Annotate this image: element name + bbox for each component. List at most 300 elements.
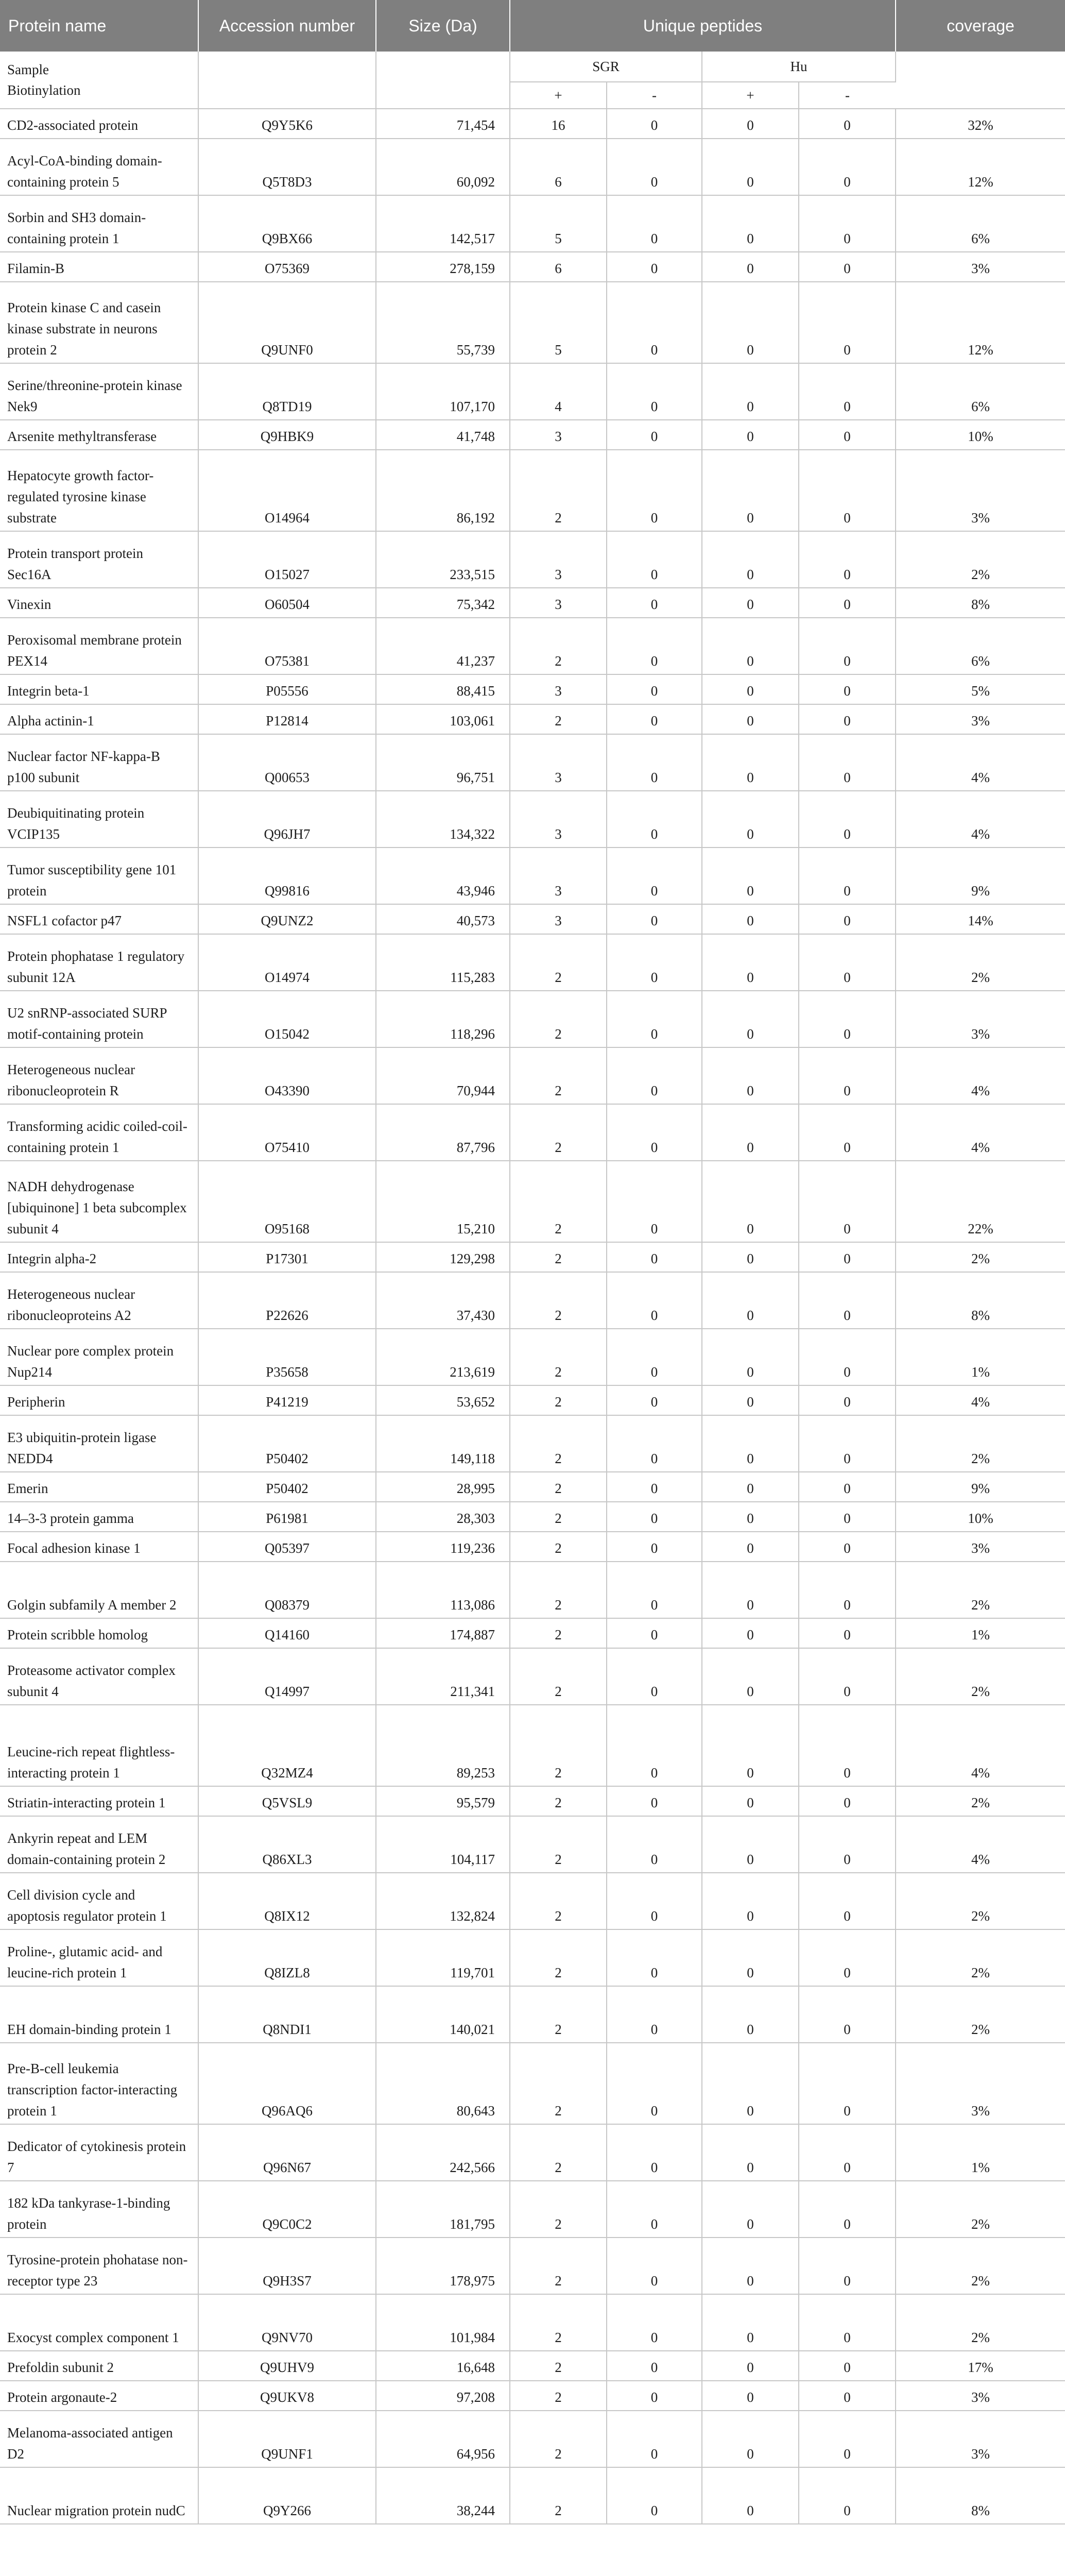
table-row	[0, 588, 1065, 618]
sgr-plus-cell: 2	[510, 1385, 607, 1415]
sgr-minus-cell: 0	[607, 2411, 702, 2467]
coverage-cell: 3%	[896, 450, 1065, 531]
header-row	[0, 0, 1065, 52]
coverage-cell: 10%	[896, 420, 1065, 450]
coverage-cell: 9%	[896, 1472, 1065, 1502]
accession-cell: O60504	[198, 588, 376, 618]
hu-plus-cell: 0	[702, 991, 799, 1047]
accession-cell: Q9C0C2	[198, 2181, 376, 2238]
coverage-cell: 17%	[896, 2351, 1065, 2381]
accession-cell: Q05397	[198, 1532, 376, 1562]
sgr-plus-cell: 2	[510, 991, 607, 1047]
sgr-minus-cell: 0	[607, 1329, 702, 1385]
protein-name-cell: Transforming acidic coiled-coil-containing protein 1	[0, 1104, 198, 1161]
hu-minus-cell: 0	[799, 1272, 896, 1329]
sample-label: Sample	[7, 62, 49, 77]
sgr-plus-cell: 2	[510, 1415, 607, 1472]
hu-plus-cell: 0	[702, 1648, 799, 1705]
table-row	[0, 450, 1065, 531]
table-row	[0, 1873, 1065, 1929]
hu-plus-cell: 0	[702, 1929, 799, 1986]
coverage-cell: 2%	[896, 531, 1065, 588]
accession-cell: Q5VSL9	[198, 1786, 376, 1816]
hu-plus-cell: 0	[702, 1385, 799, 1415]
hu-minus-cell: 0	[799, 1986, 896, 2043]
sgr-plus-cell: 3	[510, 588, 607, 618]
coverage-cell: 3%	[896, 2043, 1065, 2124]
table-row	[0, 2124, 1065, 2181]
protein-name-cell: 182 kDa tankyrase-1-binding protein	[0, 2181, 198, 2238]
hu-minus-cell: 0	[799, 1472, 896, 1502]
hu-minus-cell: 0	[799, 1648, 896, 1705]
table-row	[0, 1618, 1065, 1648]
table-row	[0, 1385, 1065, 1415]
hu-plus-cell: 0	[702, 791, 799, 848]
sgr-plus-cell: 3	[510, 848, 607, 904]
protein-name-cell: Protein kinase C and casein kinase substrate in neurons protein 2	[0, 282, 198, 363]
hu-minus-cell: 0	[799, 1532, 896, 1562]
sgr-plus-cell: 2	[510, 2467, 607, 2524]
coverage-cell: 32%	[896, 109, 1065, 139]
accession-cell: Q8TD19	[198, 363, 376, 420]
hu-plus-cell: 0	[702, 1986, 799, 2043]
sgr-minus-cell: 0	[607, 1502, 702, 1532]
header-size: Size (Da)	[376, 0, 510, 52]
accession-cell: Q9UNF1	[198, 2411, 376, 2467]
size-cell: 40,573	[376, 904, 510, 934]
accession-cell: Q5T8D3	[198, 139, 376, 195]
accession-cell: P50402	[198, 1472, 376, 1502]
accession-cell: P12814	[198, 704, 376, 734]
accession-cell: Q9Y266	[198, 2467, 376, 2524]
hu-plus-cell: 0	[702, 1873, 799, 1929]
table-row	[0, 139, 1065, 195]
hu-minus-cell: 0	[799, 2411, 896, 2467]
size-cell: 15,210	[376, 1161, 510, 1242]
size-cell: 113,086	[376, 1562, 510, 1618]
table-row	[0, 1272, 1065, 1329]
table-row	[0, 1705, 1065, 1786]
hu-plus-cell: 0	[702, 1415, 799, 1472]
hu-minus-cell: 0	[799, 2381, 896, 2411]
coverage-cell: 2%	[896, 934, 1065, 991]
sgr-plus-cell: 2	[510, 1272, 607, 1329]
sgr-minus-cell: 0	[607, 252, 702, 282]
protein-name-cell: Proteasome activator complex subunit 4	[0, 1648, 198, 1705]
protein-name-cell: Protein transport protein Sec16A	[0, 531, 198, 588]
hu-plus-cell: 0	[702, 1329, 799, 1385]
sgr-minus-cell: 0	[607, 1929, 702, 1986]
table-row	[0, 1161, 1065, 1242]
accession-cell: P41219	[198, 1385, 376, 1415]
protein-name-cell: Acyl-CoA-binding domain-containing protein 5	[0, 139, 198, 195]
protein-name-cell: Filamin-B	[0, 252, 198, 282]
sgr-plus-cell: 2	[510, 1104, 607, 1161]
sgr-plus-cell: 2	[510, 1786, 607, 1816]
hu-plus-cell: 0	[702, 2351, 799, 2381]
sgr-plus-cell: 2	[510, 1161, 607, 1242]
coverage-cell: 3%	[896, 252, 1065, 282]
table-row	[0, 904, 1065, 934]
size-cell: 142,517	[376, 195, 510, 252]
protein-name-cell: Peroxisomal membrane protein PEX14	[0, 618, 198, 674]
hu-minus-cell: 0	[799, 2467, 896, 2524]
protein-name-cell: Cell division cycle and apoptosis regulator protein 1	[0, 1873, 198, 1929]
table-row	[0, 1104, 1065, 1161]
sgr-minus-cell: 0	[607, 791, 702, 848]
coverage-cell: 9%	[896, 848, 1065, 904]
size-cell: 95,579	[376, 1786, 510, 1816]
table-row	[0, 791, 1065, 848]
hu-plus-cell: 0	[702, 934, 799, 991]
table-row	[0, 1786, 1065, 1816]
sgr-plus-cell: 2	[510, 1618, 607, 1648]
hu-minus-cell: 0	[799, 734, 896, 791]
table-row	[0, 109, 1065, 139]
coverage-cell: 2%	[896, 1929, 1065, 1986]
protein-name-cell: Peripherin	[0, 1385, 198, 1415]
sgr-minus-cell: 0	[607, 934, 702, 991]
sgr-minus-cell: 0	[607, 674, 702, 704]
hu-minus-cell: 0	[799, 791, 896, 848]
coverage-cell: 2%	[896, 2294, 1065, 2351]
table-row	[0, 704, 1065, 734]
accession-cell: O15042	[198, 991, 376, 1047]
size-cell: 43,946	[376, 848, 510, 904]
sgr-plus-cell: 2	[510, 1648, 607, 1705]
accession-cell: Q00653	[198, 734, 376, 791]
accession-cell: Q96AQ6	[198, 2043, 376, 2124]
protein-name-cell: Alpha actinin-1	[0, 704, 198, 734]
size-cell: 118,296	[376, 991, 510, 1047]
table-row	[0, 2043, 1065, 2124]
header-protein-name: Protein name	[0, 0, 198, 52]
size-cell: 55,739	[376, 282, 510, 363]
sgr-minus-cell: 0	[607, 2381, 702, 2411]
hu-minus-cell: 0	[799, 531, 896, 588]
size-cell: 119,701	[376, 1929, 510, 1986]
size-cell: 101,984	[376, 2294, 510, 2351]
hu-minus-cell: 0	[799, 2181, 896, 2238]
accession-cell: Q08379	[198, 1562, 376, 1618]
coverage-cell: 2%	[896, 2181, 1065, 2238]
coverage-cell: 3%	[896, 1532, 1065, 1562]
sgr-minus-cell: 0	[607, 2238, 702, 2294]
group-sgr: SGR	[510, 52, 702, 82]
size-cell: 149,118	[376, 1415, 510, 1472]
table-row	[0, 1986, 1065, 2043]
sgr-plus-cell: 6	[510, 139, 607, 195]
table-row	[0, 2294, 1065, 2351]
sgr-minus-cell: 0	[607, 420, 702, 450]
protein-name-cell: NADH dehydrogenase [ubiquinone] 1 beta subcomplex subunit 4	[0, 1161, 198, 1242]
sgr-plus-cell: 2	[510, 1329, 607, 1385]
coverage-cell: 2%	[896, 1873, 1065, 1929]
size-cell: 60,092	[376, 139, 510, 195]
sgr-plus-cell: 2	[510, 1873, 607, 1929]
table-row	[0, 1816, 1065, 1873]
coverage-cell: 6%	[896, 195, 1065, 252]
size-cell: 181,795	[376, 2181, 510, 2238]
sgr-plus-cell: 2	[510, 2294, 607, 2351]
size-cell: 86,192	[376, 450, 510, 531]
table-row	[0, 531, 1065, 588]
hu-minus-cell: 0	[799, 450, 896, 531]
subheader-empty-accession	[198, 52, 376, 109]
table-row	[0, 734, 1065, 791]
accession-cell: Q96JH7	[198, 791, 376, 848]
protein-name-cell: E3 ubiquitin-protein ligase NEDD4	[0, 1415, 198, 1472]
accession-cell: Q9Y5K6	[198, 109, 376, 139]
sgr-plus-cell: 2	[510, 1929, 607, 1986]
hu-minus-cell: 0	[799, 2124, 896, 2181]
table-row	[0, 934, 1065, 991]
hu-minus-cell: 0	[799, 139, 896, 195]
size-cell: 97,208	[376, 2381, 510, 2411]
protein-name-cell: Focal adhesion kinase 1	[0, 1532, 198, 1562]
hu-plus-cell: 0	[702, 618, 799, 674]
hu-minus-cell: 0	[799, 2294, 896, 2351]
hu-plus-cell: 0	[702, 109, 799, 139]
size-cell: 70,944	[376, 1047, 510, 1104]
table-row	[0, 2467, 1065, 2524]
hu-minus-cell: 0	[799, 1816, 896, 1873]
size-cell: 233,515	[376, 531, 510, 588]
coverage-cell: 12%	[896, 282, 1065, 363]
sgr-plus-cell: 6	[510, 252, 607, 282]
table-row	[0, 363, 1065, 420]
hu-minus-cell: 0	[799, 588, 896, 618]
protein-name-cell: Dedicator of cytokinesis protein 7	[0, 2124, 198, 2181]
sgr-plus-cell: 5	[510, 195, 607, 252]
size-cell: 64,956	[376, 2411, 510, 2467]
hu-minus-cell: 0	[799, 109, 896, 139]
sgr-minus-cell: 0	[607, 1472, 702, 1502]
sgr-minus-cell: 0	[607, 1047, 702, 1104]
accession-cell: Q9H3S7	[198, 2238, 376, 2294]
accession-cell: Q32MZ4	[198, 1705, 376, 1786]
coverage-cell: 22%	[896, 1161, 1065, 1242]
sgr-plus-cell: 3	[510, 904, 607, 934]
accession-cell: Q86XL3	[198, 1816, 376, 1873]
size-cell: 80,643	[376, 2043, 510, 2124]
sgr-minus-cell: 0	[607, 1705, 702, 1786]
hu-plus-cell: 0	[702, 2043, 799, 2124]
protein-name-cell: Heterogeneous nuclear ribonucleoprotein R	[0, 1047, 198, 1104]
accession-cell: P61981	[198, 1502, 376, 1532]
hu-minus-cell: 0	[799, 1705, 896, 1786]
sgr-plus-cell: 2	[510, 1705, 607, 1786]
protein-name-cell: U2 snRNP-associated SURP motif-containing protein	[0, 991, 198, 1047]
sgr-minus-cell: 0	[607, 1415, 702, 1472]
size-cell: 213,619	[376, 1329, 510, 1385]
accession-cell: P05556	[198, 674, 376, 704]
protein-name-cell: Integrin beta-1	[0, 674, 198, 704]
sgr-minus-cell: 0	[607, 1272, 702, 1329]
sgr-minus-cell: 0	[607, 1385, 702, 1415]
hu-minus-cell: 0	[799, 2043, 896, 2124]
sgr-minus-cell: 0	[607, 618, 702, 674]
protein-name-cell: EH domain-binding protein 1	[0, 1986, 198, 2043]
header-unique-peptides: Unique peptides	[510, 0, 896, 52]
table-row	[0, 1532, 1065, 1562]
table-row	[0, 1415, 1065, 1472]
sgr-minus-cell: 0	[607, 109, 702, 139]
hu-minus-cell: 0	[799, 991, 896, 1047]
hu-plus-cell: 0	[702, 450, 799, 531]
table-row	[0, 420, 1065, 450]
hu-minus-cell: 0	[799, 252, 896, 282]
sgr-plus-cell: 2	[510, 2238, 607, 2294]
hu-plus-cell: 0	[702, 531, 799, 588]
size-cell: 119,236	[376, 1532, 510, 1562]
hu-plus-cell: 0	[702, 1104, 799, 1161]
sgr-plus-cell: 2	[510, 1472, 607, 1502]
sgr-minus-cell: 0	[607, 2124, 702, 2181]
table-row	[0, 848, 1065, 904]
table-row	[0, 2411, 1065, 2467]
size-cell: 71,454	[376, 109, 510, 139]
coverage-cell: 4%	[896, 1104, 1065, 1161]
coverage-cell: 12%	[896, 139, 1065, 195]
sgr-minus-cell: 0	[607, 1562, 702, 1618]
hu-minus-cell: 0	[799, 848, 896, 904]
hu-plus-cell: 0	[702, 904, 799, 934]
table-row	[0, 1047, 1065, 1104]
sgr-plus-cell: 2	[510, 1562, 607, 1618]
size-cell: 134,322	[376, 791, 510, 848]
table-row	[0, 2381, 1065, 2411]
coverage-cell: 2%	[896, 2238, 1065, 2294]
size-cell: 115,283	[376, 934, 510, 991]
accession-cell: O75381	[198, 618, 376, 674]
sgr-plus-cell: 2	[510, 704, 607, 734]
sgr-plus-cell: 2	[510, 450, 607, 531]
sgr-minus-cell: 0	[607, 848, 702, 904]
size-cell: 278,159	[376, 252, 510, 282]
table-row	[0, 674, 1065, 704]
table-row	[0, 991, 1065, 1047]
hu-minus-cell: 0	[799, 704, 896, 734]
sgr-minus-cell: 0	[607, 2294, 702, 2351]
accession-cell: Q99816	[198, 848, 376, 904]
hu-plus-cell: 0	[702, 1161, 799, 1242]
accession-cell: O15027	[198, 531, 376, 588]
sgr-plus-cell: 2	[510, 2124, 607, 2181]
hu-plus-cell: 0	[702, 363, 799, 420]
hu-minus-cell: 0	[799, 1385, 896, 1415]
size-cell: 103,061	[376, 704, 510, 734]
protein-name-cell: NSFL1 cofactor p47	[0, 904, 198, 934]
protein-name-cell: Nuclear migration protein nudC	[0, 2467, 198, 2524]
sgr-minus-cell: 0	[607, 1986, 702, 2043]
hu-plus-cell: 0	[702, 848, 799, 904]
coverage-cell: 4%	[896, 1047, 1065, 1104]
protein-name-cell: Hepatocyte growth factor-regulated tyrosine kinase substrate	[0, 450, 198, 531]
hu-minus-cell: 0	[799, 1329, 896, 1385]
size-cell: 37,430	[376, 1272, 510, 1329]
hu-plus-cell: 0	[702, 2124, 799, 2181]
protein-name-cell: Deubiquitinating protein VCIP135	[0, 791, 198, 848]
sgr-minus-label: -	[607, 82, 702, 109]
table-row	[0, 2351, 1065, 2381]
table-row	[0, 195, 1065, 252]
table-row	[0, 282, 1065, 363]
sgr-minus-cell: 0	[607, 1786, 702, 1816]
size-cell: 104,117	[376, 1816, 510, 1873]
table-row	[0, 2181, 1065, 2238]
hu-minus-cell: 0	[799, 1242, 896, 1272]
accession-cell: O95168	[198, 1161, 376, 1242]
accession-cell: P17301	[198, 1242, 376, 1272]
hu-minus-cell: 0	[799, 1562, 896, 1618]
coverage-cell: 4%	[896, 734, 1065, 791]
size-cell: 96,751	[376, 734, 510, 791]
sgr-plus-cell: 3	[510, 674, 607, 704]
sgr-plus-cell: 2	[510, 2181, 607, 2238]
sgr-plus-cell: 2	[510, 1502, 607, 1532]
biotinylation-label: Biotinylation	[7, 82, 81, 98]
size-cell: 242,566	[376, 2124, 510, 2181]
accession-cell: Q9HBK9	[198, 420, 376, 450]
table-row	[0, 1648, 1065, 1705]
sgr-minus-cell: 0	[607, 450, 702, 531]
accession-cell: P50402	[198, 1415, 376, 1472]
table-row	[0, 1562, 1065, 1618]
coverage-cell: 2%	[896, 1562, 1065, 1618]
accession-cell: Q14160	[198, 1618, 376, 1648]
protein-name-cell: Serine/threonine-protein kinase Nek9	[0, 363, 198, 420]
sgr-minus-cell: 0	[607, 2181, 702, 2238]
accession-cell: P22626	[198, 1272, 376, 1329]
accession-cell: Q9UKV8	[198, 2381, 376, 2411]
protein-name-cell: Melanoma-associated antigen D2	[0, 2411, 198, 2467]
sgr-minus-cell: 0	[607, 1618, 702, 1648]
protein-name-cell: CD2-associated protein	[0, 109, 198, 139]
hu-minus-cell: 0	[799, 1502, 896, 1532]
hu-plus-cell: 0	[702, 588, 799, 618]
sgr-minus-cell: 0	[607, 2043, 702, 2124]
sgr-minus-cell: 0	[607, 904, 702, 934]
hu-minus-cell: 0	[799, 934, 896, 991]
protein-name-cell: Prefoldin subunit 2	[0, 2351, 198, 2381]
sgr-minus-cell: 0	[607, 1532, 702, 1562]
accession-cell: Q8IX12	[198, 1873, 376, 1929]
coverage-cell: 4%	[896, 1705, 1065, 1786]
hu-minus-cell: 0	[799, 904, 896, 934]
hu-plus-cell: 0	[702, 1502, 799, 1532]
coverage-cell: 2%	[896, 1986, 1065, 2043]
protein-name-cell: Vinexin	[0, 588, 198, 618]
coverage-cell: 4%	[896, 791, 1065, 848]
sgr-minus-cell: 0	[607, 531, 702, 588]
coverage-cell: 3%	[896, 991, 1065, 1047]
hu-plus-cell: 0	[702, 1047, 799, 1104]
sgr-plus-cell: 2	[510, 2043, 607, 2124]
accession-cell: O14964	[198, 450, 376, 531]
sgr-minus-cell: 0	[607, 2467, 702, 2524]
accession-cell: Q9UHV9	[198, 2351, 376, 2381]
hu-plus-cell: 0	[702, 2238, 799, 2294]
protein-name-cell: Leucine-rich repeat flightless-interacting protein 1	[0, 1705, 198, 1786]
sgr-plus-cell: 2	[510, 1816, 607, 1873]
coverage-cell: 3%	[896, 704, 1065, 734]
accession-cell: Q8NDI1	[198, 1986, 376, 2043]
coverage-cell: 2%	[896, 1415, 1065, 1472]
protein-name-cell: Golgin subfamily A member 2	[0, 1562, 198, 1618]
hu-minus-cell: 0	[799, 1047, 896, 1104]
hu-plus-cell: 0	[702, 2381, 799, 2411]
